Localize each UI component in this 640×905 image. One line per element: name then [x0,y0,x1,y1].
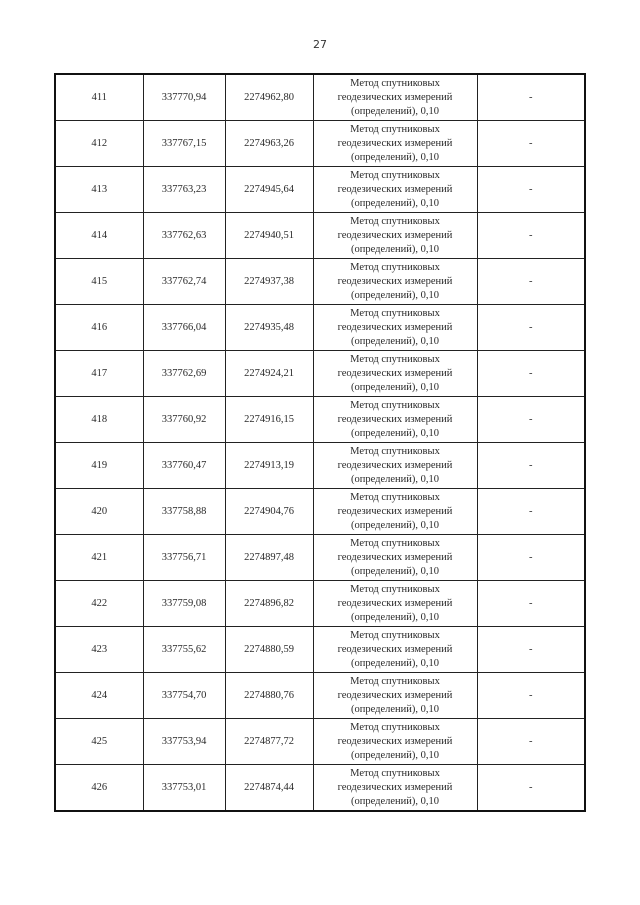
method-text-line: геодезических измерений [337,91,453,103]
method-text [314,629,477,671]
point-number-cell: 418 [55,397,143,443]
x-coordinate-cell: 337762,63 [143,213,225,259]
point-number-cell: 417 [55,351,143,397]
description-cell: - [477,213,585,259]
method-text-line: (определений), 0,10 [350,519,440,531]
method-text-line: Метод спутниковых [350,123,440,135]
method-text-line: геодезических измерений [337,735,453,747]
description-cell: - [477,581,585,627]
x-coordinate-cell: 337756,71 [143,535,225,581]
method-text-line: геодезических измерений [337,551,453,563]
table-row [55,305,585,351]
point-number-cell: 414 [55,213,143,259]
x-coordinate-cell: 337770,94 [143,74,225,121]
y-coordinate-cell: 2274874,44 [225,765,313,812]
method-text-line: Метод спутниковых [350,629,440,641]
method-text-line: Метод спутниковых [350,721,440,733]
method-text-line: Метод спутниковых [350,537,440,549]
point-number-cell: 424 [55,673,143,719]
method-text [314,307,477,349]
method-text-line: (определений), 0,10 [350,795,440,807]
method-text-line: (определений), 0,10 [350,749,440,761]
x-coordinate-cell: 337759,08 [143,581,225,627]
point-number-cell: 421 [55,535,143,581]
method-text-line: Метод спутниковых [350,353,440,365]
method-cell [313,765,477,812]
table-row [55,489,585,535]
method-text-line: геодезических измерений [337,781,453,793]
method-text-line: (определений), 0,10 [350,335,440,347]
table-row [55,443,585,489]
method-text-line: (определений), 0,10 [350,381,440,393]
point-number-cell: 411 [55,74,143,121]
description-cell: - [477,351,585,397]
x-coordinate-cell: 337760,92 [143,397,225,443]
method-text-line: Метод спутниковых [350,399,440,411]
x-coordinate-cell: 337753,94 [143,719,225,765]
method-text [314,583,477,625]
x-coordinate-cell: 337762,74 [143,259,225,305]
description-cell: - [477,167,585,213]
method-text [314,215,477,257]
method-text [314,445,477,487]
method-text [314,491,477,533]
method-text-line: (определений), 0,10 [350,243,440,255]
method-text [314,537,477,579]
method-text [314,721,477,763]
coordinates-table-body [55,74,585,811]
x-coordinate-cell: 337753,01 [143,765,225,812]
x-coordinate-cell: 337755,62 [143,627,225,673]
x-coordinate-cell: 337766,04 [143,305,225,351]
method-cell [313,167,477,213]
method-cell [313,489,477,535]
method-text-line: геодезических измерений [337,459,453,471]
page-number: 27 [313,38,327,51]
method-text-line: Метод спутниковых [350,767,440,779]
y-coordinate-cell: 2274904,76 [225,489,313,535]
method-text [314,353,477,395]
y-coordinate-cell: 2274945,64 [225,167,313,213]
method-text-line: (определений), 0,10 [350,197,440,209]
description-cell: - [477,765,585,812]
table-row [55,765,585,812]
description-cell: - [477,673,585,719]
y-coordinate-cell: 2274963,26 [225,121,313,167]
table-row [55,673,585,719]
point-number-cell: 423 [55,627,143,673]
method-cell [313,121,477,167]
method-cell [313,719,477,765]
method-text-line: (определений), 0,10 [350,565,440,577]
point-number-cell: 415 [55,259,143,305]
y-coordinate-cell: 2274962,80 [225,74,313,121]
method-cell [313,673,477,719]
method-text-line: (определений), 0,10 [350,105,440,117]
description-cell: - [477,74,585,121]
table-row [55,74,585,121]
method-text-line: (определений), 0,10 [350,703,440,715]
method-text-line: (определений), 0,10 [350,473,440,485]
method-text-line: геодезических измерений [337,643,453,655]
point-number-cell: 419 [55,443,143,489]
table-row [55,351,585,397]
method-text-line: геодезических измерений [337,597,453,609]
y-coordinate-cell: 2274924,21 [225,351,313,397]
x-coordinate-cell: 337754,70 [143,673,225,719]
method-text-line: геодезических измерений [337,505,453,517]
point-number-cell: 425 [55,719,143,765]
method-cell [313,581,477,627]
method-text [314,675,477,717]
coordinates-table [54,73,586,812]
method-cell [313,627,477,673]
method-text-line: Метод спутниковых [350,583,440,595]
description-cell: - [477,719,585,765]
table-row [55,167,585,213]
table-row [55,121,585,167]
method-cell [313,305,477,351]
y-coordinate-cell: 2274916,15 [225,397,313,443]
method-text [314,77,477,119]
table-row [55,719,585,765]
method-cell [313,351,477,397]
method-text-line: (определений), 0,10 [350,427,440,439]
method-text [314,399,477,441]
point-number-cell: 422 [55,581,143,627]
method-text-line: геодезических измерений [337,137,453,149]
table-row [55,535,585,581]
description-cell: - [477,259,585,305]
point-number-cell: 420 [55,489,143,535]
method-cell [313,259,477,305]
x-coordinate-cell: 337763,23 [143,167,225,213]
description-cell: - [477,443,585,489]
method-text-line: (определений), 0,10 [350,657,440,669]
method-cell [313,443,477,489]
x-coordinate-cell: 337758,88 [143,489,225,535]
table-row [55,213,585,259]
method-text [314,767,477,809]
y-coordinate-cell: 2274897,48 [225,535,313,581]
y-coordinate-cell: 2274913,19 [225,443,313,489]
x-coordinate-cell: 337767,15 [143,121,225,167]
table-row [55,581,585,627]
method-text-line: (определений), 0,10 [350,289,440,301]
method-cell [313,535,477,581]
point-number-cell: 426 [55,765,143,812]
method-text-line: Метод спутниковых [350,215,440,227]
method-text-line: Метод спутниковых [350,169,440,181]
method-text-line: Метод спутниковых [350,491,440,503]
description-cell: - [477,397,585,443]
method-text-line: геодезических измерений [337,183,453,195]
method-text-line: геодезических измерений [337,275,453,287]
method-text-line: геодезических измерений [337,321,453,333]
method-text-line: (определений), 0,10 [350,151,440,163]
table-row [55,259,585,305]
method-text-line: геодезических измерений [337,229,453,241]
method-text-line: Метод спутниковых [350,445,440,457]
description-cell: - [477,627,585,673]
method-text-line: геодезических измерений [337,413,453,425]
method-text-line: Метод спутниковых [350,307,440,319]
point-number-cell: 416 [55,305,143,351]
method-text [314,169,477,211]
point-number-cell: 412 [55,121,143,167]
method-text [314,261,477,303]
coordinates-table-container [54,73,584,812]
method-text [314,123,477,165]
x-coordinate-cell: 337760,47 [143,443,225,489]
description-cell: - [477,489,585,535]
table-row [55,627,585,673]
method-text-line: геодезических измерений [337,367,453,379]
y-coordinate-cell: 2274940,51 [225,213,313,259]
method-text-line: Метод спутниковых [350,261,440,273]
method-text-line: геодезических измерений [337,689,453,701]
method-cell [313,397,477,443]
y-coordinate-cell: 2274877,72 [225,719,313,765]
method-cell [313,74,477,121]
description-cell: - [477,535,585,581]
description-cell: - [477,305,585,351]
table-row [55,397,585,443]
description-cell: - [477,121,585,167]
y-coordinate-cell: 2274880,59 [225,627,313,673]
point-number-cell: 413 [55,167,143,213]
y-coordinate-cell: 2274935,48 [225,305,313,351]
method-text-line: (определений), 0,10 [350,611,440,623]
method-cell [313,213,477,259]
method-text-line: Метод спутниковых [350,77,440,89]
y-coordinate-cell: 2274896,82 [225,581,313,627]
y-coordinate-cell: 2274937,38 [225,259,313,305]
method-text-line: Метод спутниковых [350,675,440,687]
y-coordinate-cell: 2274880,76 [225,673,313,719]
x-coordinate-cell: 337762,69 [143,351,225,397]
